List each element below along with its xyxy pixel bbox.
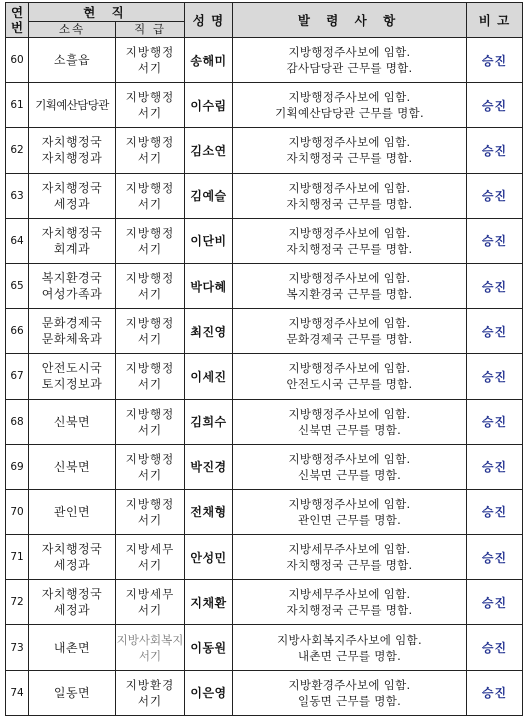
dept-line: 자치행정국: [41, 180, 103, 195]
rank-line: 서기: [137, 287, 163, 302]
person-name: 김희수: [185, 399, 233, 444]
dept-line: 여성가족과: [41, 287, 103, 302]
rank-line: 서기: [137, 377, 163, 392]
appointment-cell: [233, 399, 467, 444]
department-cell: [29, 399, 116, 444]
serial-number: 66: [6, 309, 29, 354]
rank-line: 지방행정: [125, 45, 175, 60]
rank-line: 서기: [137, 603, 163, 618]
rank-line: 지방행정: [125, 361, 175, 376]
note-badge: 승진: [467, 489, 523, 534]
order-line: 문화경제국 근무를 명함.: [286, 332, 413, 347]
note-badge: 승진: [467, 670, 523, 715]
rank-cell: [116, 309, 185, 354]
order-line: 지방행정주사보에 임함.: [288, 271, 411, 286]
table-row: [6, 83, 523, 128]
dept-line: 회계과: [53, 241, 91, 256]
dept-line: 문화경제국: [41, 316, 103, 331]
dept-line: 세정과: [53, 603, 91, 618]
dept-line: 신북면: [53, 459, 91, 474]
appointment-cell: [233, 218, 467, 263]
header-appointment: 발 령 사 항: [233, 3, 467, 38]
header-current-position: 현 직: [29, 3, 185, 22]
appointment-cell: [233, 354, 467, 399]
person-name: 박진경: [185, 444, 233, 489]
note-badge: 승진: [467, 580, 523, 625]
appointment-cell: [233, 535, 467, 580]
person-name: 박다혜: [185, 263, 233, 308]
order-line: 일동면 근무를 명함.: [297, 693, 402, 708]
note-badge: 승진: [467, 38, 523, 83]
order-line: 지방행정주사보에 임함.: [288, 180, 411, 195]
rank-cell: [116, 444, 185, 489]
order-line: 복지환경국 근무를 명함.: [286, 287, 413, 302]
person-name: 이수림: [185, 83, 233, 128]
rank-cell: [116, 263, 185, 308]
dept-line: 내촌면: [53, 640, 91, 655]
rank-line: 지방행정: [125, 496, 175, 511]
order-line: 지방사회복지주사보에 임함.: [277, 632, 422, 647]
rank-line: 서기: [137, 151, 163, 166]
order-line: 지방세무주사보에 임함.: [288, 542, 411, 557]
rank-cell: [116, 580, 185, 625]
rank-line: 서기: [138, 648, 162, 663]
department-cell: [29, 38, 116, 83]
rank-line: 지방세무: [125, 587, 175, 602]
order-line: 지방행정주사보에 임함.: [288, 406, 411, 421]
note-badge: 승진: [467, 263, 523, 308]
appointment-cell: [233, 489, 467, 534]
note-badge: 승진: [467, 173, 523, 218]
person-name: 이동원: [185, 625, 233, 670]
order-line: 지방세무주사보에 임함.: [288, 587, 411, 602]
table-header: [6, 3, 523, 38]
department-cell: [29, 625, 116, 670]
rank-line: 지방행정: [125, 135, 175, 150]
rank-line: 지방행정: [125, 90, 175, 105]
serial-number: 65: [6, 263, 29, 308]
dept-line: 신북면: [53, 414, 91, 429]
serial-number: 73: [6, 625, 29, 670]
rank-cell: [116, 399, 185, 444]
order-line: 신북면 근무를 명함.: [297, 467, 402, 482]
department-cell: [29, 489, 116, 534]
table-row: [6, 173, 523, 218]
table-row: [6, 625, 523, 670]
order-line: 내촌면 근무를 명함.: [297, 648, 402, 663]
appointment-cell: [233, 444, 467, 489]
note-badge: 승진: [467, 399, 523, 444]
person-name: 이단비: [185, 218, 233, 263]
dept-line: 자치행정과: [41, 151, 103, 166]
note-badge: 승진: [467, 309, 523, 354]
rank-line: 서기: [137, 558, 163, 573]
serial-number: 69: [6, 444, 29, 489]
order-line: 자치행정국 근무를 명함.: [286, 558, 413, 573]
rank-line: 서기: [137, 693, 163, 708]
table-row: [6, 128, 523, 173]
dept-line: 자치행정국: [41, 542, 103, 557]
rank-cell: [116, 218, 185, 263]
serial-number: 60: [6, 38, 29, 83]
header-serial-number: 연 번: [6, 3, 29, 38]
dept-line: 세정과: [53, 196, 91, 211]
department-cell: [29, 354, 116, 399]
person-name: 송해미: [185, 38, 233, 83]
rank-line: 지방행정: [125, 180, 175, 195]
dept-line: 관인면: [53, 504, 91, 519]
department-cell: [29, 670, 116, 715]
department-cell: [29, 444, 116, 489]
table-row: [6, 670, 523, 715]
rank-cell: [116, 354, 185, 399]
table-row: [6, 263, 523, 308]
appointment-cell: [233, 128, 467, 173]
rank-line: 지방사회복지: [116, 632, 184, 647]
serial-number: 61: [6, 83, 29, 128]
serial-number: 74: [6, 670, 29, 715]
rank-line: 서기: [137, 61, 163, 76]
dept-line: 세정과: [53, 558, 91, 573]
note-badge: 승진: [467, 444, 523, 489]
order-line: 지방행정주사보에 임함.: [288, 496, 411, 511]
header-department: 소속: [29, 22, 116, 38]
rank-line: 지방행정: [125, 406, 175, 421]
rank-line: 서기: [137, 332, 163, 347]
table-row: [6, 218, 523, 263]
table-row: [6, 354, 523, 399]
person-name: 김예슬: [185, 173, 233, 218]
serial-number: 67: [6, 354, 29, 399]
rank-line: 서기: [137, 512, 163, 527]
rank-line: 지방행정: [125, 225, 175, 240]
order-line: 자치행정국 근무를 명함.: [286, 151, 413, 166]
department-cell: [29, 83, 116, 128]
rank-line: 서기: [137, 196, 163, 211]
rank-line: 지방행정: [125, 316, 175, 331]
rank-cell: [116, 670, 185, 715]
rank-cell: [116, 625, 185, 670]
rank-line: 지방세무: [125, 542, 175, 557]
appointment-cell: [233, 263, 467, 308]
table-row: [6, 309, 523, 354]
order-line: 지방행정주사보에 임함.: [288, 451, 411, 466]
appointment-cell: [233, 83, 467, 128]
rank-cell: [116, 38, 185, 83]
appointment-cell: [233, 173, 467, 218]
note-badge: 승진: [467, 625, 523, 670]
department-cell: [29, 309, 116, 354]
rank-line: 서기: [137, 241, 163, 256]
order-line: 기획예산담당관 근무를 명함.: [275, 106, 424, 121]
dept-line: 일동면: [53, 685, 91, 700]
appointment-cell: [233, 625, 467, 670]
dept-line: 토지정보과: [41, 377, 103, 392]
department-cell: [29, 218, 116, 263]
order-line: 신북면 근무를 명함.: [297, 422, 402, 437]
note-badge: 승진: [467, 83, 523, 128]
dept-line: 자치행정국: [41, 587, 103, 602]
order-line: 관인면 근무를 명함.: [297, 512, 402, 527]
person-name: 최진영: [185, 309, 233, 354]
rank-line: 서기: [137, 106, 163, 121]
department-cell: [29, 580, 116, 625]
serial-number: 63: [6, 173, 29, 218]
dept-line: 문화체육과: [41, 332, 103, 347]
rank-cell: [116, 489, 185, 534]
order-line: 자치행정국 근무를 명함.: [286, 196, 413, 211]
person-name: 김소연: [185, 128, 233, 173]
dept-line: 복지환경국: [41, 271, 103, 286]
serial-number: 71: [6, 535, 29, 580]
order-line: 자치행정국 근무를 명함.: [286, 603, 413, 618]
person-name: 이은영: [185, 670, 233, 715]
table-row: [6, 580, 523, 625]
appointment-cell: [233, 580, 467, 625]
rank-line: 지방환경: [125, 677, 175, 692]
order-line: 자치행정국 근무를 명함.: [286, 241, 413, 256]
person-name: 안성민: [185, 535, 233, 580]
order-line: 지방행정주사보에 임함.: [288, 135, 411, 150]
rank-line: 지방행정: [125, 451, 175, 466]
order-line: 지방행정주사보에 임함.: [288, 90, 411, 105]
table-row: [6, 535, 523, 580]
order-line: 감사담당관 근무를 명함.: [286, 61, 413, 76]
rank-cell: [116, 173, 185, 218]
table-row: [6, 444, 523, 489]
dept-line: 기획예산담당관: [35, 98, 109, 113]
appointment-cell: [233, 309, 467, 354]
appointment-cell: [233, 670, 467, 715]
header-note: 비 고: [467, 3, 523, 38]
rank-line: 서기: [137, 467, 163, 482]
serial-number: 72: [6, 580, 29, 625]
header-rank: 직 급: [116, 22, 185, 38]
appointment-cell: [233, 38, 467, 83]
appointment-table: [5, 2, 523, 716]
order-line: 지방행정주사보에 임함.: [288, 316, 411, 331]
dept-line: 자치행정국: [41, 135, 103, 150]
order-line: 지방행정주사보에 임함.: [288, 361, 411, 376]
dept-line: 소흘읍: [53, 53, 91, 68]
order-line: 안전도시국 근무를 명함.: [286, 377, 413, 392]
note-badge: 승진: [467, 354, 523, 399]
note-badge: 승진: [467, 535, 523, 580]
dept-line: 안전도시국: [41, 361, 103, 376]
table-body: [6, 38, 523, 716]
person-name: 전채형: [185, 489, 233, 534]
table-row: [6, 38, 523, 83]
rank-cell: [116, 128, 185, 173]
rank-cell: [116, 83, 185, 128]
serial-number: 64: [6, 218, 29, 263]
rank-cell: [116, 535, 185, 580]
note-badge: 승진: [467, 128, 523, 173]
order-line: 지방환경주사보에 임함.: [288, 677, 411, 692]
note-badge: 승진: [467, 218, 523, 263]
serial-number: 62: [6, 128, 29, 173]
table-row: [6, 399, 523, 444]
order-line: 지방행정주사보에 임함.: [288, 225, 411, 240]
rank-line: 서기: [137, 422, 163, 437]
table-row: [6, 489, 523, 534]
department-cell: [29, 263, 116, 308]
serial-number: 68: [6, 399, 29, 444]
rank-line: 지방행정: [125, 271, 175, 286]
department-cell: [29, 173, 116, 218]
dept-line: 자치행정국: [41, 225, 103, 240]
person-name: 지채환: [185, 580, 233, 625]
serial-number: 70: [6, 489, 29, 534]
department-cell: [29, 128, 116, 173]
header-name: 성 명: [185, 3, 233, 38]
person-name: 이세진: [185, 354, 233, 399]
order-line: 지방행정주사보에 임함.: [288, 45, 411, 60]
department-cell: [29, 535, 116, 580]
